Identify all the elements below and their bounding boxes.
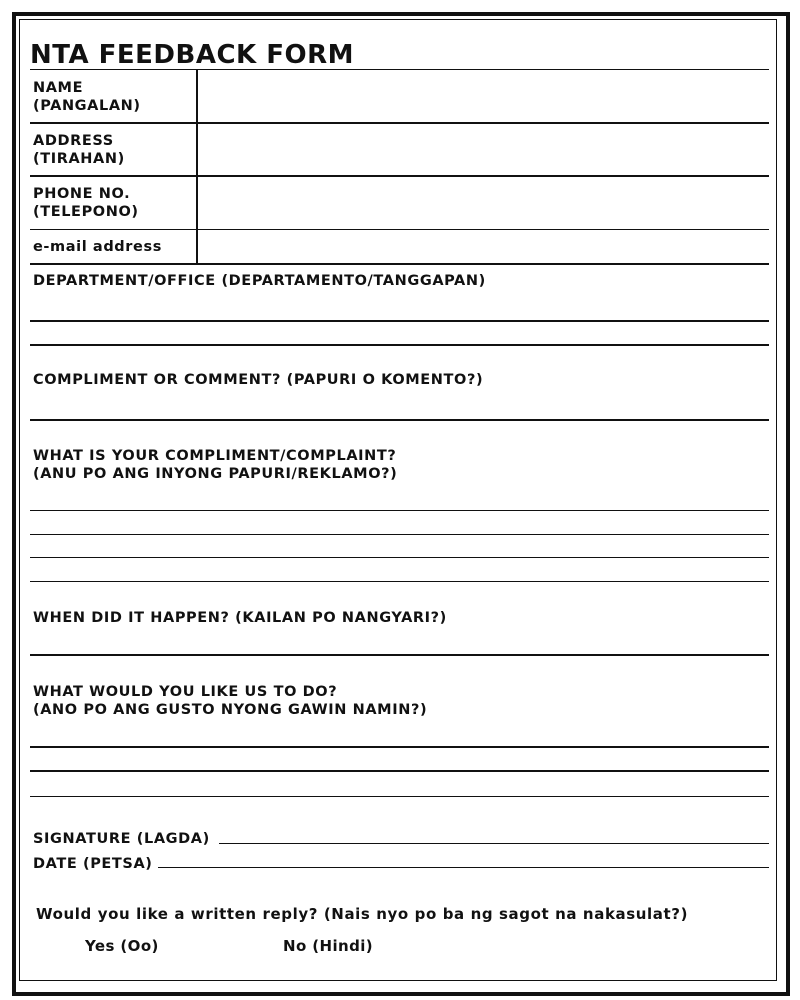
details-line-2[interactable]: [30, 534, 769, 535]
request-line-1[interactable]: [30, 746, 769, 748]
email-label: e-mail address: [33, 239, 162, 255]
details-line-4[interactable]: [30, 581, 769, 582]
email-field[interactable]: [200, 231, 765, 262]
form-title: NTA FEEDBACK FORM: [30, 40, 354, 70]
table-top-line: [30, 69, 769, 70]
address-label-en: ADDRESS: [33, 133, 114, 149]
department-label: DEPARTMENT/OFFICE (DEPARTAMENTO/TANGGAPAN): [33, 273, 486, 289]
details-label-tl: (ANU PO ANG INYONG PAPURI/REKLAMO?): [33, 466, 398, 482]
address-label: [33, 132, 125, 168]
request-line-3[interactable]: [30, 796, 769, 797]
reply-option-no[interactable]: No (Hindi): [283, 937, 374, 955]
signature-label: SIGNATURE (LAGDA): [33, 831, 210, 847]
details-line-1[interactable]: [30, 510, 769, 511]
phone-label-en: PHONE NO.: [33, 186, 131, 202]
request-label-en: WHAT WOULD YOU LIKE US TO DO?: [33, 684, 338, 700]
address-label-tl: (TIRAHAN): [33, 151, 125, 167]
details-label-en: WHAT IS YOUR COMPLIMENT/COMPLAINT?: [33, 448, 397, 464]
request-label: [33, 683, 427, 719]
signature-line[interactable]: [219, 843, 769, 844]
table-column-divider: [196, 69, 198, 264]
address-row-line: [30, 175, 769, 177]
request-label-tl: (ANO PO ANG GUSTO NYONG GAWIN NAMIN?): [33, 702, 428, 718]
when-line[interactable]: [30, 654, 769, 656]
name-label-en: NAME: [33, 80, 84, 96]
when-label: WHEN DID IT HAPPEN? (KAILAN PO NANGYARI?): [33, 610, 447, 626]
compliment-label: COMPLIMENT OR COMMENT? (PAPURI O KOMENTO?): [33, 372, 484, 388]
reply-question: Would you like a written reply? (Nais nyo po ba ng sagot na nakasulat?): [36, 905, 689, 923]
name-label-tl: (PANGALAN): [33, 98, 141, 114]
date-label: DATE (PETSA): [33, 856, 153, 872]
department-line-1[interactable]: [30, 320, 769, 322]
phone-label-tl: (TELEPONO): [33, 204, 139, 220]
reply-option-yes[interactable]: Yes (Oo): [85, 937, 159, 955]
name-row-line: [30, 122, 769, 124]
name-label: [33, 79, 141, 115]
phone-field[interactable]: [200, 178, 765, 226]
email-row-line: [30, 263, 769, 265]
request-line-2[interactable]: [30, 770, 769, 772]
address-field[interactable]: [200, 125, 765, 173]
name-field[interactable]: [200, 72, 765, 120]
phone-row-line: [30, 229, 769, 230]
details-label: [33, 447, 397, 483]
department-line-2[interactable]: [30, 344, 769, 346]
details-line-3[interactable]: [30, 557, 769, 558]
compliment-line[interactable]: [30, 419, 769, 421]
phone-label: [33, 185, 139, 221]
date-line[interactable]: [158, 867, 769, 868]
